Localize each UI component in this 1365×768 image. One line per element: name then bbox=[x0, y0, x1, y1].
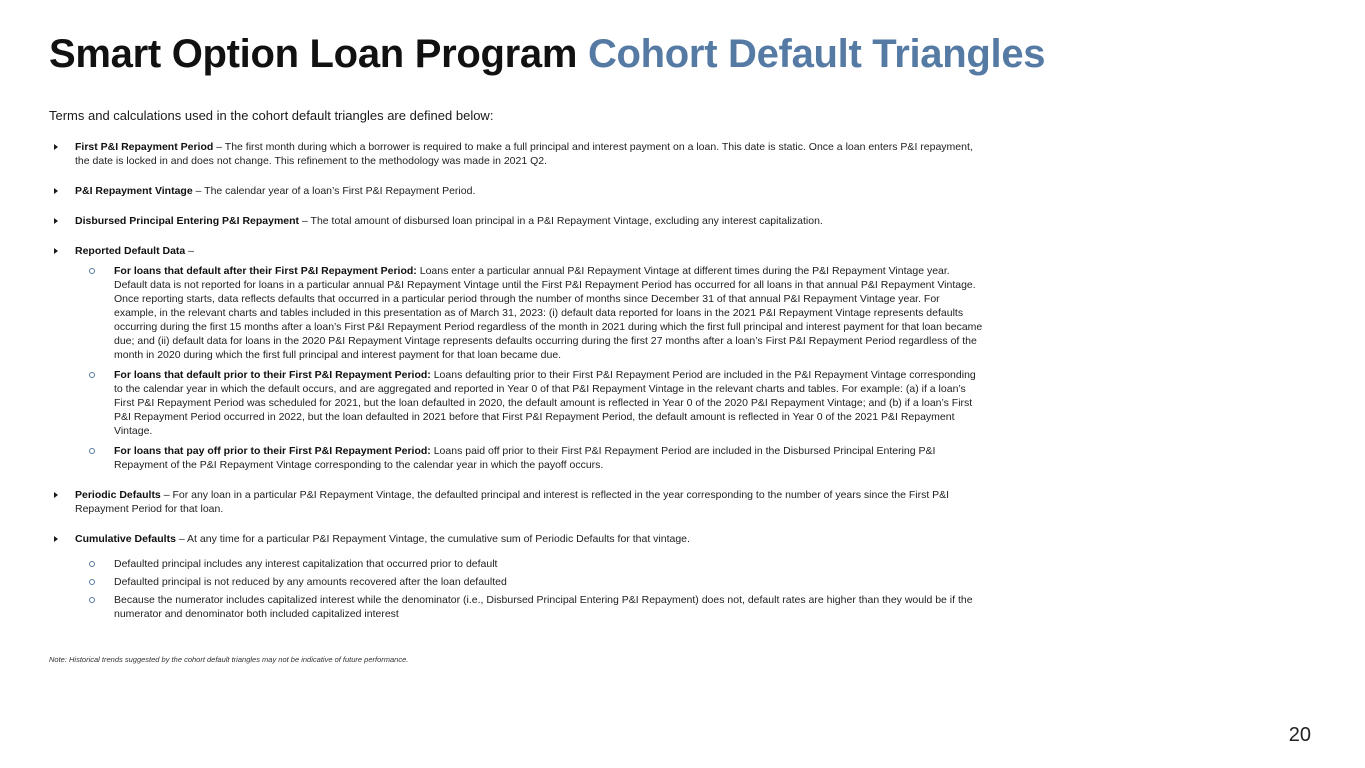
definition-term: Periodic Defaults bbox=[75, 489, 161, 501]
footnote: Note: Historical trends suggested by the cohort default triangles may not be indicative of future performance. bbox=[49, 655, 409, 664]
page-number: 20 bbox=[1288, 724, 1311, 746]
definition-term: P&I Repayment Vintage bbox=[75, 185, 193, 197]
sub-item-term: For loans that default after their First P&I Repayment Period: bbox=[114, 265, 417, 277]
sub-item-pay-off-prior bbox=[49, 444, 984, 472]
definition-text: – At any time for a particular P&I Repayment Vintage, the cumulative sum of Periodic Defaults for that vintage. bbox=[175, 533, 690, 545]
title-accent: Cohort Default Triangles bbox=[587, 32, 1046, 76]
sub-item-text: Because the numerator includes capitalized interest while the denominator (i.e., Disbursed Principal Entering P&I Repayment) does not, default rates are higher than they would be if the numerator and denominator both included capitalized interest bbox=[114, 594, 973, 620]
definition-disbursed-principal bbox=[49, 214, 984, 228]
definition-term: Cumulative Defaults bbox=[75, 533, 176, 545]
sub-item-default-prior bbox=[49, 368, 984, 438]
definition-first-pi-repayment-period bbox=[49, 140, 984, 168]
caret-right-icon bbox=[54, 144, 58, 150]
caret-right-icon bbox=[54, 536, 58, 542]
definition-text: – bbox=[185, 245, 195, 257]
sub-item-text: Defaulted principal is not reduced by any amounts recovered after the loan defaulted bbox=[114, 576, 507, 588]
sub-item-text: Defaulted principal includes any interest capitalization that occurred prior to default bbox=[114, 558, 498, 570]
reported-default-data-sublist bbox=[49, 264, 984, 472]
sub-item-default-after bbox=[49, 264, 984, 362]
definitions-list bbox=[49, 140, 984, 637]
definition-text: – The first month during which a borrower is required to make a full principal and interest payment on a loan. This date is static. Once a loan enters P&I repayment, the date is locked in and does not change. This refinement to the methodology was made in 2021 Q2. bbox=[75, 141, 973, 167]
page-title bbox=[49, 30, 1045, 78]
sub-item-text: Loans paid off prior to their First P&I Repayment Period are included in the Disbursed Principal Entering P&I Repayment of the P&I Repayment Vintage corresponding to the calendar year in which the payoff occurs. bbox=[114, 445, 936, 471]
sub-item-interest-capitalization bbox=[49, 557, 984, 571]
definition-periodic-defaults bbox=[49, 488, 984, 516]
sub-item-text: Loans enter a particular annual P&I Repayment Vintage at different times during the P&I Repayment Vintage year. Default data is not reported for loans in a particular annual P&I Repayment Vintage until the First P&I Repayment Period has occurred for all loans in that annual P&I Repayment Vintage. Once reporting starts, data reflects defaults that occurred in a particular period through the number of months since December 31 of that annual P&I Repayment Vintage year. For example, in the relevant charts and tables included in this presentation as of March 31, 2023: (i) default data reported for loans in the 2021 P&I Repayment Vintage represents defaults occurring during the first 15 months after a loan’s First P&I Repayment Period regardless of the month in 2021 during which the first full principal and interest payment for that loan became due; and (ii) default data for loans in the 2020 P&I Repayment Vintage represents defaults occurring during the first 27 months after a loan’s First P&I Repayment Period regardless of the month in 2020 during which the first full principal and interest payment for that loan became due. bbox=[114, 265, 983, 361]
definition-text: – For any loan in a particular P&I Repayment Vintage, the defaulted principal and interest is reflected in the year corresponding to the number of years since the First P&I Repayment Period for that loan. bbox=[75, 489, 950, 515]
caret-right-icon bbox=[54, 492, 58, 498]
sub-item-numerator-denominator bbox=[49, 593, 984, 621]
definition-pi-repayment-vintage bbox=[49, 184, 984, 198]
sub-item-term: For loans that pay off prior to their First P&I Repayment Period: bbox=[114, 445, 431, 457]
hollow-circle-icon bbox=[89, 372, 95, 378]
hollow-circle-icon bbox=[89, 448, 95, 454]
definition-term: Disbursed Principal Entering P&I Repayment bbox=[75, 215, 300, 227]
hollow-circle-icon bbox=[89, 268, 95, 274]
definition-text: – The total amount of disbursed loan principal in a P&I Repayment Vintage, excluding any interest capitalization. bbox=[299, 215, 823, 227]
hollow-circle-icon bbox=[89, 579, 95, 585]
sub-item-term: For loans that default prior to their First P&I Repayment Period: bbox=[114, 369, 431, 381]
definition-cumulative-defaults bbox=[49, 532, 984, 546]
definition-term: First P&I Repayment Period bbox=[75, 141, 214, 153]
sub-item-text: Loans defaulting prior to their First P&I Repayment Period are included in the P&I Repayment Vintage corresponding to the calendar year in which the default occurs, and are aggregated and reported in Year 0 of that P&I Repayment Vintage in the relevant charts and tables. For example: (a) if a loan’s First P&I Repayment Period was scheduled for 2021, but the loan defaulted in 2020, the default amount is reflected in Year 0 of the 2020 P&I Repayment Vintage; and (b) if a loan’s First P&I Repayment Period occurred in 2022, but the loan defaulted in 2021 before that First P&I Repayment Period, the default amount is reflected in Year 0 of the 2021 P&I Repayment Vintage. bbox=[114, 369, 976, 437]
cumulative-defaults-sublist bbox=[49, 557, 984, 621]
definition-term: Reported Default Data bbox=[75, 245, 186, 257]
intro-text: Terms and calculations used in the cohort default triangles are defined below: bbox=[49, 108, 494, 123]
caret-right-icon bbox=[54, 188, 58, 194]
caret-right-icon bbox=[54, 248, 58, 254]
hollow-circle-icon bbox=[89, 561, 95, 567]
sub-item-not-reduced bbox=[49, 575, 984, 589]
definition-reported-default-data bbox=[49, 244, 984, 258]
hollow-circle-icon bbox=[89, 597, 95, 603]
definition-text: – The calendar year of a loan’s First P&I Repayment Period. bbox=[192, 185, 476, 197]
caret-right-icon bbox=[54, 218, 58, 224]
title-main: Smart Option Loan Program bbox=[49, 32, 578, 76]
